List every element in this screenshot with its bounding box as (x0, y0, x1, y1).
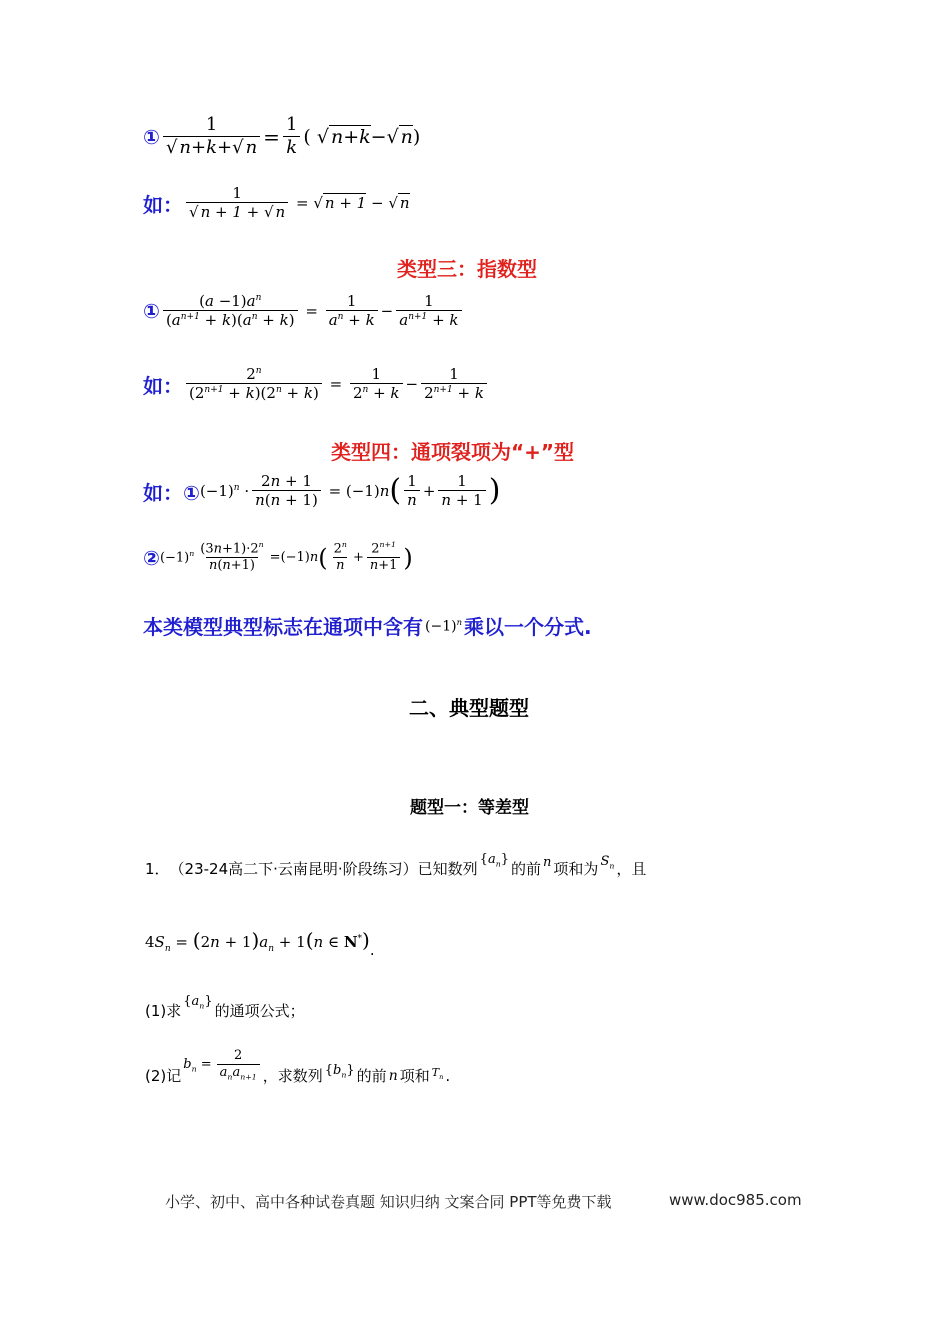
formula-exp-example: 如： $\frac{2^n}{(2^{n+1} + k)(2^n + k)}$ = $\frac{1}{2^n + k}$ − $\frac{1}{2^{n+1} + k}$ (143, 366, 490, 403)
formula-root-example: 如： $\frac{1}{√ n + 1 + √ n}$ = √ n + 1 − √ n (143, 184, 410, 222)
circle-number-2: ② (143, 545, 160, 570)
problem-period: . (369, 941, 375, 959)
fraction: $\frac{1}{a^n + k}$ (326, 293, 378, 330)
example-label: 如： (143, 373, 183, 398)
note-prefix: 本类模型典型标志在通项中含有 (143, 615, 423, 639)
fraction: $\frac{2^{n+1}}{n+1}$ (367, 541, 401, 574)
fraction: $\frac{1}{2^n + k}$ (350, 366, 403, 403)
circle-number-1: ① (143, 124, 160, 149)
example-label: 如： (143, 192, 183, 217)
fraction: $\frac{2}{a_na_{n+1}}$ (217, 1049, 260, 1082)
note-suffix: 乘以一个分式. (463, 615, 592, 639)
footer-website-link[interactable]: www.doc985.com (669, 1191, 802, 1209)
part2-label: (2)记 (145, 1067, 182, 1086)
problem-1-condition: $4S_n = (2n + 1)a_n + 1(n$ ∈ N*) . (145, 928, 375, 959)
fraction: $\frac{2^n}{(2^{n+1} + k)(2^n + k)}$ (186, 366, 322, 403)
part2-text: ，求数列 (262, 1067, 323, 1086)
problem-text: ，且 (616, 860, 647, 878)
fraction: $\frac{(3n+1)\cdot 2^n}{n(n+1)}$ (200, 540, 264, 574)
part1-label: (1)求 (145, 1002, 182, 1020)
type3-title: 类型三：指数型 (397, 257, 537, 281)
problem-1-stem: 1． （23-24高二下·云南昆明·阶段练习）已知数列 $\{a_n\}$ 的前 n 项和为 $S_n$ ，且 (145, 852, 647, 878)
model-note: 本类模型典型标志在通项中含有 $(-1)^n$ 乘以一个分式. (143, 611, 592, 640)
problem-text: 项和为 (553, 860, 599, 878)
problem-number: 1． (145, 860, 170, 878)
fraction: $\frac{2^n}{n}$ (333, 540, 347, 574)
part1-text: 的通项公式； (214, 1002, 305, 1020)
circle-number-1: ① (143, 299, 160, 324)
formula-alt-example-2: ② $(-1)^n$ $\frac{(3n+1)\cdot 2^n}{n(n+1)}$ =(−1) n ( $\frac{2^n}{n}$ + $\frac{2^{n+1}}{n+1}$ ) (143, 540, 413, 574)
fraction: $\frac{1}{n}$ (404, 473, 420, 510)
fraction: $\frac{1}{k}$ (283, 115, 300, 158)
part2-period: . (445, 1066, 451, 1085)
formula-alt-example-1: 如：① $(-1)^n$ · $\frac{2n + 1}{n(n + 1)}$ = (−1) n ( $\frac{1}{n}$ + $\frac{1}{n + 1}$ ) (143, 472, 501, 510)
fraction: $\frac{1}{n + 1}$ (438, 473, 485, 510)
part2-text: 的前 (356, 1067, 387, 1086)
formula-exp-general: ① $\frac{(a -1)a^n}{(a^{n+1} + k)(a^n + k)}$ = $\frac{1}{a^n + k}$ − $\frac{1}{a^{n+1} + k}$ (143, 293, 465, 330)
fraction: $\frac{(a -1)a^n}{(a^{n+1} + k)(a^n + k)}$ (163, 293, 298, 330)
fraction: $\frac{1}{√ n+k+√ n}$ (163, 115, 260, 158)
question-type1-title: 题型一：等差型 (410, 798, 529, 818)
fraction: $\frac{1}{2^{n+1} + k}$ (421, 366, 487, 403)
fraction: $\frac{1}{√ n + 1 + √ n}$ (186, 185, 288, 222)
part2-text: 项和 (399, 1067, 430, 1086)
section2-title: 二、典型题型 (409, 696, 529, 720)
problem-source: （23-24高二下·云南昆明·阶段练习）已知数列 (169, 860, 478, 878)
fraction: $\frac{1}{a^{n+1} + k}$ (396, 293, 461, 330)
problem-1-part2: (2)记 $b_n$ = $\frac{2}{a_na_{n+1}}$ ，求数列 $\{b_n\}$ 的前 n 项和 $T_n$ . (145, 1048, 451, 1086)
problem-1-part1: (1)求 $\{a_n\}$ 的通项公式； (145, 994, 305, 1020)
example-label-circle1: 如：① (143, 480, 200, 505)
problem-text: 的前 (511, 860, 542, 878)
fraction: $\frac{2n + 1}{n(n + 1)}$ (252, 473, 321, 510)
type4-title: 类型四：通项裂项为“+”型 (331, 440, 575, 464)
formula-root-general: ① $\frac{1}{√ n+k+√ n}$ = $\frac{1}{k}$ ( √ n+k−√ n) (143, 114, 421, 158)
footer-text: 小学、初中、高中各种试卷真题 知识归纳 文案合同 PPT等免费下载 (165, 1193, 612, 1211)
